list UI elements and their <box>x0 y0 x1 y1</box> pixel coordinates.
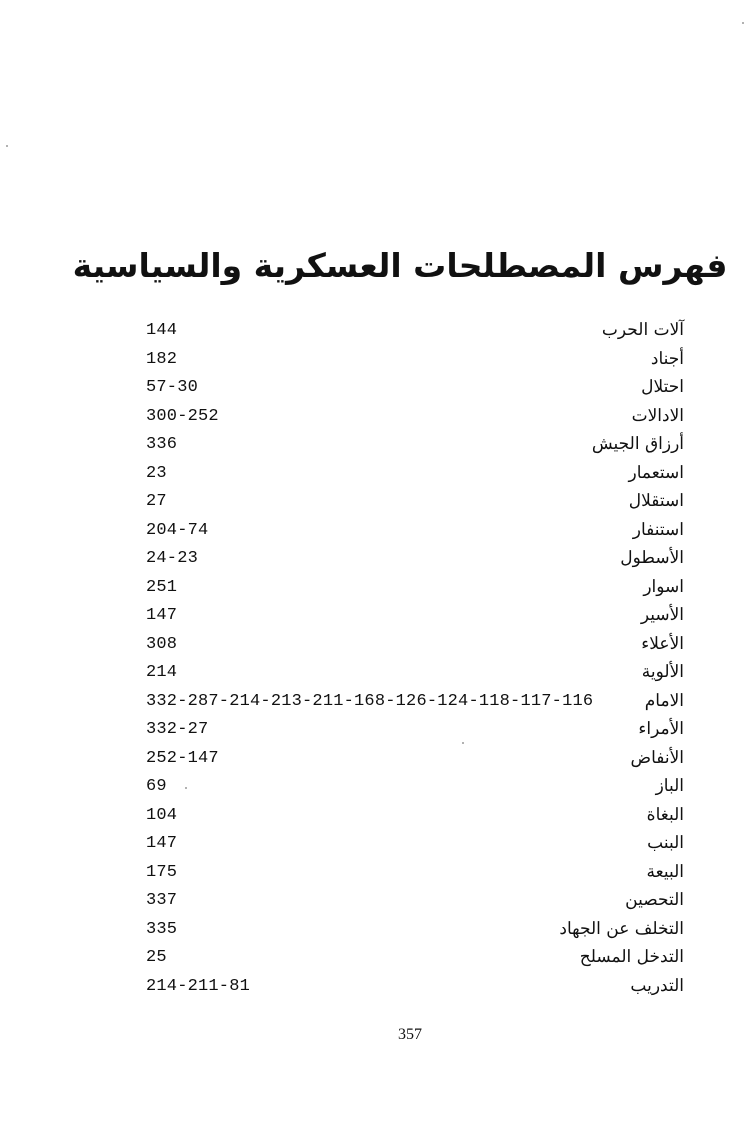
index-term: استنفار <box>632 519 684 540</box>
index-pages: 144 <box>146 321 178 340</box>
index-entry <box>146 715 684 744</box>
index-pages: 147 <box>146 834 178 853</box>
index-pages: 300-252 <box>146 406 219 426</box>
index-term: اسوار <box>643 576 684 597</box>
index-entry <box>146 402 684 431</box>
index-term: الأسير <box>640 605 684 625</box>
index-term: الألوية <box>641 662 684 682</box>
index-entry <box>146 373 684 402</box>
index-pages: 104 <box>146 805 178 825</box>
index-entry <box>146 544 684 573</box>
index-term: التخلف عن الجهاد <box>559 918 684 939</box>
index-term: البنب <box>647 833 684 853</box>
index-pages: 25 <box>146 948 167 967</box>
scan-speck <box>185 787 187 789</box>
index-pages: 332-27 <box>146 720 209 739</box>
index-pages: 335 <box>146 919 178 939</box>
scan-speck <box>6 145 8 147</box>
index-pages: 204-74 <box>146 520 209 540</box>
index-term: أجناد <box>650 348 684 369</box>
index-term: استقلال <box>628 491 684 511</box>
index-list <box>146 316 684 1000</box>
index-entry <box>146 772 684 801</box>
index-pages: 147 <box>146 606 178 625</box>
index-term: استعمار <box>628 462 684 483</box>
index-entry <box>146 886 684 915</box>
index-entry <box>146 658 684 687</box>
index-entry <box>146 829 684 858</box>
index-pages: 214-211-81 <box>146 976 251 996</box>
index-pages: 332-287-214-213-211-168-126-124-118-117-116 <box>146 691 594 711</box>
index-pages: 23 <box>146 463 167 483</box>
index-entry <box>146 430 684 459</box>
index-entry <box>146 744 684 773</box>
index-term: احتلال <box>641 377 684 397</box>
index-pages: 57-30 <box>146 378 199 397</box>
index-entry <box>146 915 684 944</box>
scan-speck <box>462 742 464 744</box>
index-pages: 336 <box>146 435 178 454</box>
index-entry <box>146 516 684 545</box>
index-term: التحصين <box>625 890 684 910</box>
index-term: البغاة <box>646 804 684 825</box>
index-pages: 24-23 <box>146 549 199 568</box>
index-entry <box>146 858 684 887</box>
index-term: الأعلاء <box>641 633 684 654</box>
index-entry <box>146 630 684 659</box>
index-term: الباز <box>655 776 684 796</box>
index-term: الادالات <box>631 405 684 426</box>
index-term: الأمراء <box>638 719 684 739</box>
index-term: آلات الحرب <box>601 320 684 340</box>
index-pages: 214 <box>146 663 178 682</box>
index-entry <box>146 459 684 488</box>
index-entry <box>146 316 684 345</box>
page-number: 357 <box>398 1026 422 1043</box>
index-entry <box>146 573 684 602</box>
index-entry <box>146 972 684 1001</box>
index-entry <box>146 345 684 374</box>
index-pages: 337 <box>146 891 178 910</box>
page-title: فهرس المصطلحات العسكرية والسياسية <box>72 246 728 286</box>
index-pages: 69 <box>146 777 167 796</box>
index-pages: 27 <box>146 492 167 511</box>
scan-speck <box>742 22 744 24</box>
index-entry <box>146 487 684 516</box>
index-term: أرزاق الجيش <box>591 434 684 454</box>
index-pages: 251 <box>146 577 178 597</box>
index-pages: 175 <box>146 862 178 882</box>
index-pages: 252-147 <box>146 748 219 768</box>
index-term: البيعة <box>646 861 684 882</box>
index-term: التدريب <box>630 975 684 996</box>
index-entry <box>146 801 684 830</box>
index-term: الأسطول <box>620 548 684 568</box>
index-term: الأنفاض <box>630 747 684 768</box>
index-entry <box>146 601 684 630</box>
index-term: الامام <box>644 690 684 711</box>
index-entry <box>146 943 684 972</box>
index-term: التدخل المسلح <box>579 947 684 967</box>
index-pages: 308 <box>146 634 178 654</box>
index-entry <box>146 687 684 716</box>
index-pages: 182 <box>146 349 178 369</box>
